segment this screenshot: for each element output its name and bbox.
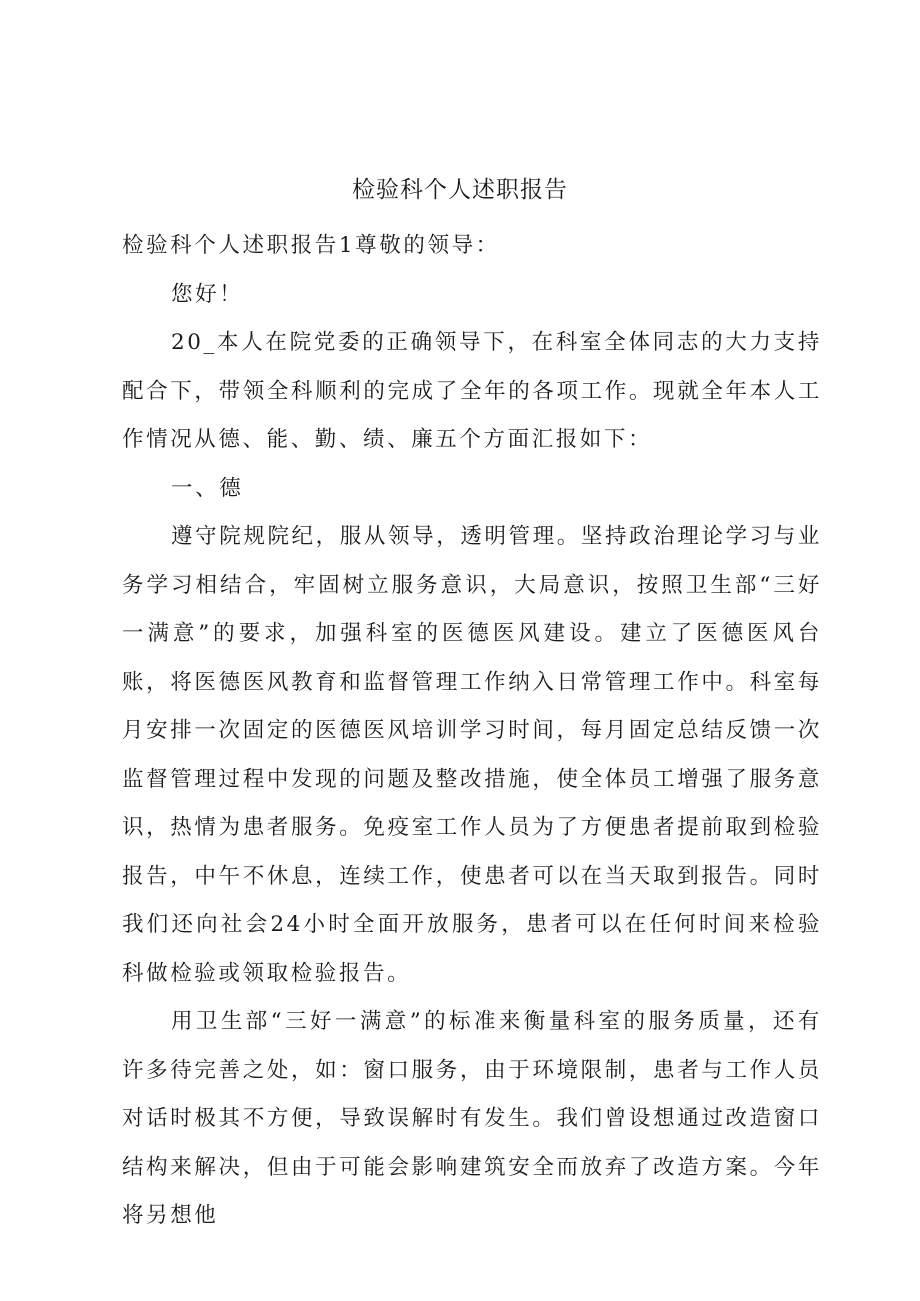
service-quality-paragraph: 用卫生部“三好一满意”的标准来衡量科室的服务质量，还有许多待完善之处，如：窗口服务，由于环境限制，患者与工作人员对话时极其不方便，导致误解时有发生。我们曾设想通过改造窗口结构来解决，但由于可能会影响建筑安全而放弃了改造方案。今年将另想他	[122, 1009, 822, 1228]
intro-paragraph: 20_本人在院党委的正确领导下，在科室全体同志的大力支持配合下，带领全科顺利的完成了全年的各项工作。现就全年本人工作情况从德、能、勤、绩、廉五个方面汇报如下：	[122, 330, 822, 452]
de-paragraph: 遵守院规院纪，服从领导，透明管理。坚持政治理论学习与业务学习相结合，牢固树立服务意识，大局意识，按照卫生部“三好一满意”的要求，加强科室的医德医风建设。建立了医德医风台账，将医德医风教育和监督管理工作纳入日常管理工作中。科室每月安排一次固定的医德医风培训学习时间，每月固定总结反馈一次监督管理过程中发现的问题及整改措施，使全体员工增强了服务意识，热情为患者服务。免疫室工作人员为了方便患者提前取到检验报告，中午不休息，连续工作，使患者可以在当天取到报告。同时我们还向社会24小时全面开放服务，患者可以在任何时间来检验科做检验或领取检验报告。	[122, 524, 822, 986]
section-heading-de: 一、德	[171, 475, 244, 501]
document-body	[122, 222, 822, 1241]
salutation-line: 检验科个人述职报告1尊敬的领导：	[122, 233, 500, 258]
greeting-paragraph: 您好！	[171, 281, 244, 307]
document-title: 检验科个人述职报告	[352, 177, 568, 203]
